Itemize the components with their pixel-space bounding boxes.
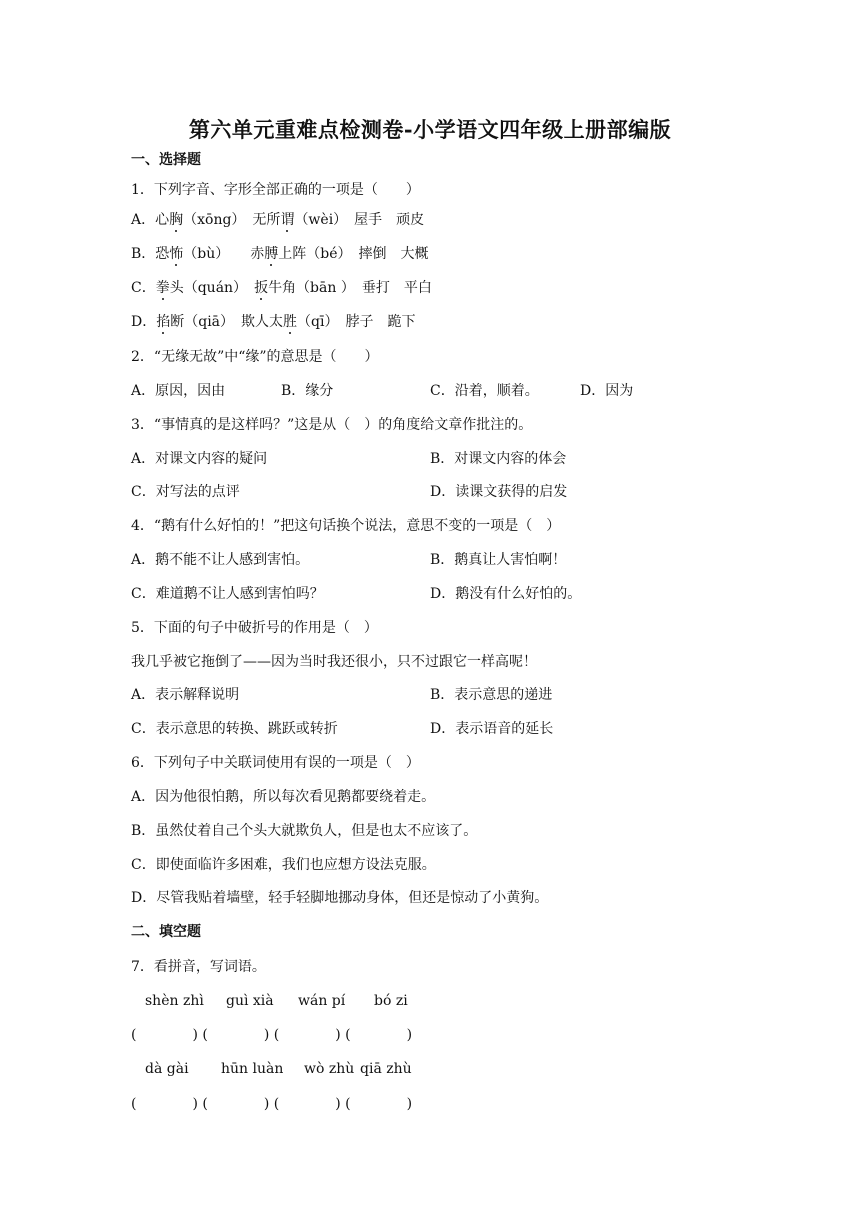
dotted-char: 膊 bbox=[264, 246, 279, 262]
question-1-option-a bbox=[131, 210, 424, 230]
page-title: 第六单元重难点检测卷-小学语文四年级上册部编版 bbox=[188, 117, 672, 142]
answer-blanks-row-1[interactable]: ( ) ( ) ( ) ( ) bbox=[131, 1027, 413, 1043]
question-6-option-a: A．因为他很怕鹅，所以每次看见鹅都要绕着走。 bbox=[131, 789, 436, 805]
question-2-stem: 2．“无缘无故”中“缘”的意思是（ ） bbox=[131, 349, 379, 365]
question-6-option-c: C．即使面临许多困难，我们也应想方设法克服。 bbox=[131, 857, 436, 873]
option-text: 断（qiā） 欺人太 bbox=[170, 314, 284, 330]
question-4-option-b: B．鹅真让人害怕啊！ bbox=[430, 552, 567, 568]
pinyin-8: qiā zhù bbox=[360, 1061, 412, 1077]
question-5-option-a: A．表示解释说明 bbox=[131, 687, 240, 703]
option-text: A．心 bbox=[131, 212, 170, 228]
pinyin-4: bó zi bbox=[374, 993, 408, 1009]
question-4-option-c: C．难道鹅不让人感到害怕吗？ bbox=[131, 586, 324, 602]
question-7-stem: 7．看拼音，写词语。 bbox=[131, 959, 266, 975]
question-6-stem: 6．下列句子中关联词使用有误的一项是（ ） bbox=[131, 755, 420, 771]
pinyin-7: wò zhù bbox=[304, 1061, 355, 1077]
pinyin-5: dà gài bbox=[145, 1061, 189, 1077]
question-1-option-c bbox=[131, 278, 432, 298]
option-text: D． bbox=[131, 314, 157, 330]
question-3-option-b: B．对课文内容的体会 bbox=[430, 451, 567, 467]
option-text: （qī） 脖子 跪下 bbox=[297, 314, 416, 330]
answer-blanks-row-2[interactable]: ( ) ( ) ( ) ( ) bbox=[131, 1096, 413, 1112]
dotted-char: 拳 bbox=[155, 280, 170, 296]
question-3-stem: 3．“事情真的是这样吗？”这是从（ ）的角度给文章作批注的。 bbox=[131, 417, 533, 433]
question-5-sentence: 我几乎被它拖倒了——因为当时我还很小，只不过跟它一样高呢！ bbox=[131, 654, 537, 670]
question-5-option-b: B．表示意思的递进 bbox=[430, 687, 553, 703]
option-text: （xōng） 无所 bbox=[183, 212, 281, 228]
section-heading-choice: 一、选择题 bbox=[131, 152, 201, 168]
pinyin-2: guì xià bbox=[226, 993, 274, 1009]
question-2-option-a: A．原因，因由 bbox=[131, 383, 226, 399]
question-1-option-b bbox=[131, 244, 429, 264]
dotted-char: 谓 bbox=[280, 212, 295, 228]
option-text: （bù） 赤 bbox=[183, 246, 265, 262]
dotted-char: 胜 bbox=[283, 314, 298, 330]
question-5-stem: 5．下面的句子中破折号的作用是（ ） bbox=[131, 620, 378, 636]
question-3-option-a: A．对课文内容的疑问 bbox=[131, 451, 268, 467]
option-text: 头（quán） bbox=[169, 280, 255, 296]
pinyin-1: shèn zhì bbox=[145, 993, 204, 1009]
dotted-char: 掐 bbox=[156, 314, 171, 330]
question-5-option-d: D．表示语音的延长 bbox=[430, 721, 554, 737]
question-2-option-b: B．缘分 bbox=[281, 383, 334, 399]
question-2-option-d: D．因为 bbox=[580, 383, 634, 399]
question-4-option-d: D．鹅没有什么好怕的。 bbox=[430, 586, 582, 602]
question-4-stem: 4．“鹅有什么好怕的！”把这句话换个说法，意思不变的一项是（ ） bbox=[131, 518, 561, 534]
dotted-char: 扳 bbox=[254, 280, 269, 296]
question-4-option-a: A．鹅不能不让人感到害怕。 bbox=[131, 552, 310, 568]
question-6-option-d: D．尽管我贴着墙壁，轻手轻脚地挪动身体，但还是惊动了小黄狗。 bbox=[131, 890, 549, 906]
question-5-option-c: C．表示意思的转换、跳跃或转折 bbox=[131, 721, 338, 737]
option-text: B．恐 bbox=[131, 246, 170, 262]
option-text: 牛角（bān ） 垂打 平白 bbox=[268, 280, 432, 296]
option-text: C． bbox=[131, 280, 156, 296]
option-text: 上阵（bé） 摔倒 大概 bbox=[278, 246, 429, 262]
question-6-option-b: B．虽然仗着自己个头大就欺负人，但是也太不应该了。 bbox=[131, 823, 478, 839]
dotted-char: 怖 bbox=[169, 246, 184, 262]
dotted-char: 胸 bbox=[169, 212, 184, 228]
question-1-stem: 1．下列字音、字形全部正确的一项是（ ） bbox=[131, 182, 420, 198]
question-1-option-d bbox=[131, 312, 415, 332]
option-text: （wèi） 屋手 顽皮 bbox=[294, 212, 425, 228]
question-2-option-c: C．沿着，顺着。 bbox=[430, 383, 539, 399]
section-heading-fill: 二、填空题 bbox=[131, 924, 201, 940]
question-3-option-c: C．对写法的点评 bbox=[131, 484, 240, 500]
pinyin-6: hūn luàn bbox=[221, 1061, 284, 1077]
pinyin-3: wán pí bbox=[298, 993, 346, 1009]
question-3-option-d: D．读课文获得的启发 bbox=[430, 484, 568, 500]
